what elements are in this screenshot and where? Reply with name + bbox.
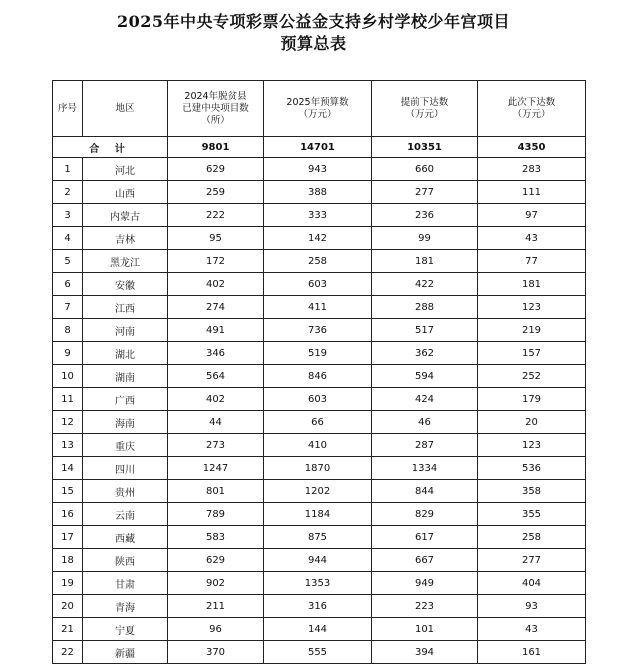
cell-seq: 13 bbox=[53, 434, 83, 457]
total-row bbox=[53, 137, 586, 158]
cell-region: 河南 bbox=[83, 319, 168, 342]
table-row bbox=[53, 296, 586, 319]
cell-current: 20 bbox=[478, 411, 586, 434]
cell-current: 283 bbox=[478, 158, 586, 181]
cell-seq: 2 bbox=[53, 181, 83, 204]
table-header bbox=[53, 81, 586, 137]
cell-advance: 1334 bbox=[372, 457, 478, 480]
cell-seq: 22 bbox=[53, 641, 83, 664]
cell-budget: 603 bbox=[264, 273, 372, 296]
cell-budget: 846 bbox=[264, 365, 372, 388]
table-row bbox=[53, 204, 586, 227]
cell-built: 902 bbox=[168, 572, 264, 595]
cell-advance: 99 bbox=[372, 227, 478, 250]
cell-advance: 277 bbox=[372, 181, 478, 204]
cell-seq: 5 bbox=[53, 250, 83, 273]
cell-built: 172 bbox=[168, 250, 264, 273]
cell-current: 93 bbox=[478, 595, 586, 618]
cell-region: 四川 bbox=[83, 457, 168, 480]
cell-seq: 1 bbox=[53, 158, 83, 181]
table-row bbox=[53, 618, 586, 641]
cell-current: 43 bbox=[478, 227, 586, 250]
cell-built: 346 bbox=[168, 342, 264, 365]
cell-seq: 15 bbox=[53, 480, 83, 503]
cell-region: 山西 bbox=[83, 181, 168, 204]
cell-built: 96 bbox=[168, 618, 264, 641]
cell-region: 陕西 bbox=[83, 549, 168, 572]
table-body bbox=[53, 137, 586, 664]
header-current bbox=[478, 81, 586, 137]
cell-seq: 18 bbox=[53, 549, 83, 572]
table-row bbox=[53, 595, 586, 618]
cell-budget: 1870 bbox=[264, 457, 372, 480]
cell-region: 内蒙古 bbox=[83, 204, 168, 227]
cell-budget: 142 bbox=[264, 227, 372, 250]
cell-advance: 660 bbox=[372, 158, 478, 181]
header-current-line1: 此次下达数 bbox=[507, 96, 556, 108]
cell-advance: 46 bbox=[372, 411, 478, 434]
header-advance-line2: （万元） bbox=[405, 108, 444, 120]
cell-advance: 394 bbox=[372, 641, 478, 664]
cell-current: 111 bbox=[478, 181, 586, 204]
table-row bbox=[53, 480, 586, 503]
cell-budget: 1184 bbox=[264, 503, 372, 526]
cell-current: 277 bbox=[478, 549, 586, 572]
cell-current: 157 bbox=[478, 342, 586, 365]
cell-region: 湖南 bbox=[83, 365, 168, 388]
cell-seq: 10 bbox=[53, 365, 83, 388]
cell-region: 湖北 bbox=[83, 342, 168, 365]
cell-built: 402 bbox=[168, 388, 264, 411]
cell-advance: 517 bbox=[372, 319, 478, 342]
cell-region: 吉林 bbox=[83, 227, 168, 250]
cell-built: 1247 bbox=[168, 457, 264, 480]
cell-budget: 333 bbox=[264, 204, 372, 227]
table-row bbox=[53, 181, 586, 204]
cell-current: 161 bbox=[478, 641, 586, 664]
header-built-line2: 已建中央项目数 bbox=[182, 102, 249, 114]
document-subtitle: 预算总表 bbox=[280, 34, 347, 53]
cell-budget: 519 bbox=[264, 342, 372, 365]
header-current-line2: （万元） bbox=[512, 108, 551, 120]
cell-advance: 287 bbox=[372, 434, 478, 457]
table-row bbox=[53, 411, 586, 434]
cell-built: 491 bbox=[168, 319, 264, 342]
table-row bbox=[53, 158, 586, 181]
cell-budget: 555 bbox=[264, 641, 372, 664]
cell-advance: 101 bbox=[372, 618, 478, 641]
table-row bbox=[53, 342, 586, 365]
total-label: 合 计 bbox=[53, 137, 168, 158]
cell-advance: 949 bbox=[372, 572, 478, 595]
cell-seq: 17 bbox=[53, 526, 83, 549]
cell-built: 211 bbox=[168, 595, 264, 618]
cell-current: 123 bbox=[478, 434, 586, 457]
total-budget: 14701 bbox=[264, 137, 372, 158]
cell-region: 安徽 bbox=[83, 273, 168, 296]
cell-current: 181 bbox=[478, 273, 586, 296]
cell-built: 564 bbox=[168, 365, 264, 388]
table-row bbox=[53, 388, 586, 411]
cell-advance: 667 bbox=[372, 549, 478, 572]
cell-advance: 181 bbox=[372, 250, 478, 273]
cell-seq: 4 bbox=[53, 227, 83, 250]
cell-current: 179 bbox=[478, 388, 586, 411]
cell-built: 273 bbox=[168, 434, 264, 457]
cell-advance: 617 bbox=[372, 526, 478, 549]
cell-budget: 258 bbox=[264, 250, 372, 273]
cell-built: 629 bbox=[168, 158, 264, 181]
cell-current: 404 bbox=[478, 572, 586, 595]
budget-table bbox=[52, 80, 586, 664]
cell-budget: 1353 bbox=[264, 572, 372, 595]
header-built bbox=[168, 81, 264, 137]
cell-budget: 944 bbox=[264, 549, 372, 572]
cell-seq: 19 bbox=[53, 572, 83, 595]
cell-region: 河北 bbox=[83, 158, 168, 181]
table-row bbox=[53, 641, 586, 664]
cell-region: 青海 bbox=[83, 595, 168, 618]
cell-budget: 388 bbox=[264, 181, 372, 204]
cell-seq: 7 bbox=[53, 296, 83, 319]
cell-budget: 144 bbox=[264, 618, 372, 641]
cell-region: 甘肃 bbox=[83, 572, 168, 595]
table-row bbox=[53, 273, 586, 296]
cell-region: 云南 bbox=[83, 503, 168, 526]
cell-current: 355 bbox=[478, 503, 586, 526]
cell-built: 801 bbox=[168, 480, 264, 503]
cell-advance: 422 bbox=[372, 273, 478, 296]
header-budget-line2: （万元） bbox=[298, 108, 337, 120]
cell-budget: 875 bbox=[264, 526, 372, 549]
cell-budget: 410 bbox=[264, 434, 372, 457]
cell-built: 789 bbox=[168, 503, 264, 526]
cell-region: 西藏 bbox=[83, 526, 168, 549]
cell-region: 黑龙江 bbox=[83, 250, 168, 273]
header-advance-line1: 提前下达数 bbox=[400, 96, 449, 108]
cell-budget: 411 bbox=[264, 296, 372, 319]
cell-built: 95 bbox=[168, 227, 264, 250]
cell-advance: 829 bbox=[372, 503, 478, 526]
cell-advance: 236 bbox=[372, 204, 478, 227]
cell-region: 宁夏 bbox=[83, 618, 168, 641]
header-advance bbox=[372, 81, 478, 137]
cell-current: 258 bbox=[478, 526, 586, 549]
table-row bbox=[53, 526, 586, 549]
cell-current: 219 bbox=[478, 319, 586, 342]
cell-current: 77 bbox=[478, 250, 586, 273]
cell-advance: 594 bbox=[372, 365, 478, 388]
table-row bbox=[53, 250, 586, 273]
table-row bbox=[53, 227, 586, 250]
cell-seq: 20 bbox=[53, 595, 83, 618]
cell-budget: 603 bbox=[264, 388, 372, 411]
table-row bbox=[53, 549, 586, 572]
table-row bbox=[53, 319, 586, 342]
cell-built: 402 bbox=[168, 273, 264, 296]
cell-budget: 1202 bbox=[264, 480, 372, 503]
cell-budget: 736 bbox=[264, 319, 372, 342]
cell-seq: 21 bbox=[53, 618, 83, 641]
cell-built: 370 bbox=[168, 641, 264, 664]
table-row bbox=[53, 503, 586, 526]
cell-budget: 66 bbox=[264, 411, 372, 434]
cell-budget: 943 bbox=[264, 158, 372, 181]
table-row bbox=[53, 572, 586, 595]
cell-current: 123 bbox=[478, 296, 586, 319]
cell-seq: 11 bbox=[53, 388, 83, 411]
cell-current: 358 bbox=[478, 480, 586, 503]
header-built-line3: （所） bbox=[201, 114, 230, 126]
cell-built: 222 bbox=[168, 204, 264, 227]
cell-region: 新疆 bbox=[83, 641, 168, 664]
header-budget-line1: 2025年预算数 bbox=[286, 96, 349, 108]
cell-region: 江西 bbox=[83, 296, 168, 319]
header-region: 地区 bbox=[83, 81, 168, 137]
cell-region: 海南 bbox=[83, 411, 168, 434]
cell-seq: 3 bbox=[53, 204, 83, 227]
table-row bbox=[53, 434, 586, 457]
total-advance: 10351 bbox=[372, 137, 478, 158]
table-row bbox=[53, 457, 586, 480]
table-row bbox=[53, 365, 586, 388]
cell-advance: 844 bbox=[372, 480, 478, 503]
header-budget bbox=[264, 81, 372, 137]
cell-seq: 8 bbox=[53, 319, 83, 342]
cell-advance: 362 bbox=[372, 342, 478, 365]
document-title: 2025年中央专项彩票公益金支持乡村学校少年宫项目 bbox=[116, 12, 511, 31]
header-seq: 序号 bbox=[53, 81, 83, 137]
cell-current: 252 bbox=[478, 365, 586, 388]
cell-current: 97 bbox=[478, 204, 586, 227]
cell-built: 629 bbox=[168, 549, 264, 572]
cell-advance: 223 bbox=[372, 595, 478, 618]
cell-region: 贵州 bbox=[83, 480, 168, 503]
cell-seq: 16 bbox=[53, 503, 83, 526]
total-built: 9801 bbox=[168, 137, 264, 158]
cell-current: 43 bbox=[478, 618, 586, 641]
cell-built: 44 bbox=[168, 411, 264, 434]
cell-seq: 14 bbox=[53, 457, 83, 480]
cell-built: 583 bbox=[168, 526, 264, 549]
header-built-line1: 2024年脱贫县 bbox=[184, 90, 247, 102]
total-current: 4350 bbox=[478, 137, 586, 158]
cell-current: 536 bbox=[478, 457, 586, 480]
cell-advance: 288 bbox=[372, 296, 478, 319]
cell-seq: 6 bbox=[53, 273, 83, 296]
cell-built: 259 bbox=[168, 181, 264, 204]
cell-built: 274 bbox=[168, 296, 264, 319]
cell-advance: 424 bbox=[372, 388, 478, 411]
cell-seq: 12 bbox=[53, 411, 83, 434]
cell-region: 重庆 bbox=[83, 434, 168, 457]
cell-budget: 316 bbox=[264, 595, 372, 618]
cell-seq: 9 bbox=[53, 342, 83, 365]
cell-region: 广西 bbox=[83, 388, 168, 411]
